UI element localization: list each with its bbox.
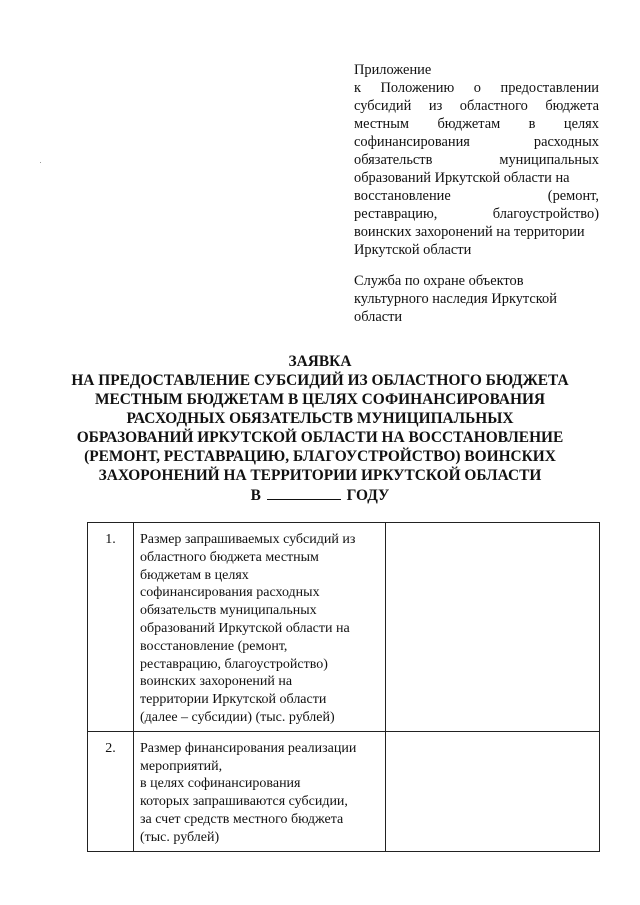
appendix-line: обязательств муниципальных [354, 152, 599, 168]
row-label-line: воинских захоронений на [140, 674, 293, 690]
appendix-line: местным бюджетам в целях [354, 116, 599, 132]
heading-line: МЕСТНЫМ БЮДЖЕТАМ В ЦЕЛЯХ СОФИНАНСИРОВАНИЯ [94, 391, 546, 408]
year-blank-field[interactable] [267, 485, 341, 500]
row-label-line: образований Иркутской области на [140, 620, 350, 636]
service-line: культурного наследия Иркутской [354, 291, 557, 307]
row-label-line: бюджетам в целях [140, 567, 249, 583]
row-number: 1. [88, 523, 134, 732]
row-label-line: областного бюджета местным [140, 549, 319, 565]
appendix-line: воинских захоронений на территории [354, 224, 585, 240]
table-row [88, 731, 600, 851]
appendix-line: софинансирования расходных [354, 134, 599, 150]
appendix-block [354, 61, 599, 259]
scan-dot [40, 162, 41, 163]
heading-line: ОБРАЗОВАНИЙ ИРКУТСКОЙ ОБЛАСТИ НА ВОССТАНОВЛЕНИЕ [76, 429, 564, 446]
row-label-line: территории Иркутской области [140, 692, 327, 708]
year-suffix: ГОДУ [346, 487, 390, 504]
row-label-line: реставрацию, благоустройство) [140, 656, 328, 672]
appendix-line: субсидий из областного бюджета [354, 98, 599, 114]
heading-line: ЗАХОРОНЕНИЙ НА ТЕРРИТОРИИ ИРКУТСКОЙ ОБЛАСТИ [98, 467, 542, 484]
appendix-line: к Положению о предоставлении [354, 80, 599, 96]
row-label-line: которых запрашиваются субсидии, [140, 794, 348, 810]
row-label [134, 731, 386, 851]
row-number: 2. [88, 731, 134, 851]
row-label-line: (тыс. рублей) [140, 829, 220, 845]
table-row [88, 523, 600, 732]
appendix-line: реставрацию, благоустройство) [354, 206, 599, 222]
document-heading [60, 352, 580, 505]
heading-line: (РЕМОНТ, РЕСТАВРАЦИЮ, БЛАГОУСТРОЙСТВО) ВОИНСКИХ [84, 448, 556, 465]
row-label-line: софинансирования расходных [140, 585, 320, 601]
row-value-cell[interactable] [386, 731, 600, 851]
service-line: области [354, 309, 403, 325]
service-line: Служба по охране объектов [354, 273, 524, 289]
row-label-line: в целях софинансирования [140, 776, 301, 792]
row-label-line: (далее – субсидии) (тыс. рублей) [140, 709, 335, 725]
row-label-line: обязательств муниципальных [140, 603, 317, 619]
row-label [134, 523, 386, 732]
heading-line: НА ПРЕДОСТАВЛЕНИЕ СУБСИДИЙ ИЗ ОБЛАСТНОГО БЮДЖЕТА [71, 372, 569, 389]
row-label-line: восстановление (ремонт, [140, 638, 288, 654]
appendix-line: Приложение [354, 62, 432, 78]
service-recipient [354, 272, 599, 326]
row-value-cell[interactable] [386, 523, 600, 732]
appendix-line: Иркутской области [354, 242, 472, 258]
row-label-line: мероприятий, [140, 758, 223, 774]
heading-line: ЗАЯВКА [288, 353, 352, 370]
year-prefix: В [250, 487, 261, 504]
row-label-line: за счет средств местного бюджета [140, 811, 344, 827]
row-label-line: Размер финансирования реализации [140, 740, 357, 756]
row-label-line: Размер запрашиваемых субсидий из [140, 532, 356, 547]
application-table [87, 522, 600, 852]
heading-year-line [60, 485, 580, 505]
appendix-line: образований Иркутской области на [354, 170, 570, 186]
heading-line: РАСХОДНЫХ ОБЯЗАТЕЛЬСТВ МУНИЦИПАЛЬНЫХ [126, 410, 514, 427]
appendix-line: восстановление (ремонт, [354, 188, 599, 204]
